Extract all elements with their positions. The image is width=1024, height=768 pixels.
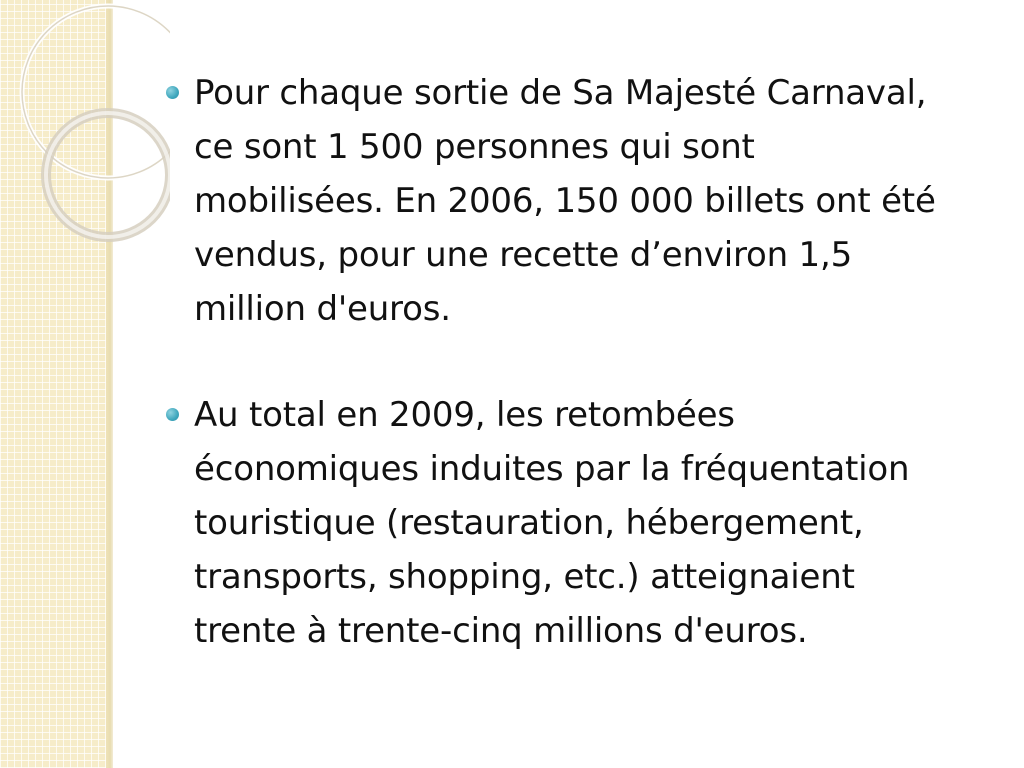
bullet-line: Pour chaque sortie de Sa Majesté Carnaval, xyxy=(194,73,927,113)
ring-small-highlight xyxy=(46,113,170,237)
decorative-rings xyxy=(0,0,170,260)
bullet-item xyxy=(160,66,1000,336)
bullet-line: trente à trente-cinq millions d'euros. xyxy=(194,611,808,651)
bullet-line: Au total en 2009, les retombées xyxy=(194,395,735,435)
slide-content xyxy=(160,66,1000,658)
bullet-dot-icon xyxy=(166,408,179,421)
bullet-line: économiques induites par la fréquentation xyxy=(194,449,910,489)
bullet-line: touristique (restauration, hébergement, xyxy=(194,503,864,543)
bullet-dot-icon xyxy=(166,86,179,99)
bullet-line: vendus, pour une recette d’environ 1,5 xyxy=(194,235,853,275)
bullet-line: ce sont 1 500 personnes qui sont xyxy=(194,127,755,167)
bullet-line: mobilisées. En 2006, 150 000 billets ont été xyxy=(194,181,936,221)
bullet-line: million d'euros. xyxy=(194,289,451,329)
ring-large xyxy=(22,6,170,178)
bullet-item xyxy=(160,388,1000,658)
bullet-line: transports, shopping, etc.) atteignaient xyxy=(194,557,855,597)
